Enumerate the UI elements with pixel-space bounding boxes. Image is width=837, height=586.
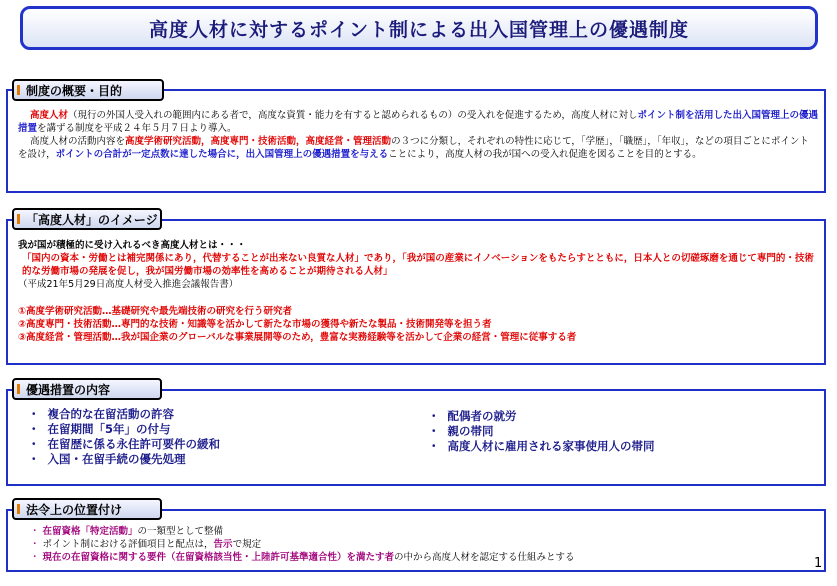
legal-1-run: 在留資格「特定活動」 — [42, 526, 138, 537]
overview-paragraph-2 — [18, 135, 818, 161]
measure-left-2: ・ 在留期間「5年」の付与 — [28, 422, 220, 437]
overview-p2-run: 高度経営・管理活動 — [305, 136, 392, 147]
overview-p2-run: 出入国管理上の優遇措置を与える — [245, 149, 389, 160]
section-heading-measures: 優遇措置の内容 — [12, 378, 162, 400]
overview-p2-run: ことにより，高度人材の我が国への受入れ促進を図ることを目的とする。 — [388, 149, 702, 160]
section-measures — [6, 389, 826, 486]
section-heading-overview: 制度の概要・目的 — [12, 79, 164, 101]
legal-1-run: の一類型として整備 — [137, 526, 224, 537]
legal-line-2 — [30, 538, 575, 551]
measure-right-1: ・ 配偶者の就労 — [428, 409, 655, 424]
legal-line-3 — [30, 551, 575, 564]
section-overview — [6, 89, 826, 193]
image-item-2: ②高度専門・技術活動…専門的な技術・知識等を活かして新たな市場の獲得や新たな製品・技術開発等を担う者 — [18, 319, 492, 330]
section-heading-legal: 法令上の位置付け — [12, 498, 162, 520]
overview-p1-run: （現行の外国人受入れの範囲内にある者で，高度な資質・能力を有すると認められるもの）の受入れを促進するため，高度人材に対し — [68, 110, 638, 121]
overview-p2-run: 高度専門・技術活動， — [210, 136, 306, 147]
overview-p2-run: の３つに分類し，それぞれの特性に応じて，「学歴」，「職歴」，「年収」，などの項目ごとにポイントを設け， — [18, 136, 809, 160]
image-lead: 我が国が積極的に受け入れるべき高度人材とは・・・ — [18, 240, 247, 251]
overview-paragraph-1 — [18, 109, 818, 135]
section-image — [6, 219, 826, 365]
legal-3-run: の中から高度人材を認定する仕組みとする — [394, 552, 575, 563]
image-item-3: ③高度経営・管理活動…我が国企業のグローバルな事業展開等のため，豊富な実務経験等を活かして企業の経営・管理に従事する者 — [18, 332, 577, 343]
image-quote: 「国内の資本・労働とは補完関係にあり，代替することが出来ない良質な人材」であり，「我が国の産業にイノベーションをもたらすとともに，日本人との切磋琢磨を通じて専門的・技術的な労働市場の発展を促し，我が国労働市場の効率性を高めることが期待される人材」 — [22, 253, 814, 277]
title-banner — [20, 6, 818, 50]
legal-2-run: 告示 — [213, 539, 233, 550]
legal-2-run: ポイント制における評価項目と配点は， — [42, 539, 214, 550]
overview-p2-run: 高度人材の活動内容を — [30, 136, 126, 147]
page-title: 高度人材に対するポイント制による出入国管理上の優遇制度 — [148, 18, 689, 41]
image-source: （平成21年5月29日高度人材受入推進会議報告書） — [18, 279, 239, 290]
section-heading-image: 「高度人材」のイメージ — [12, 208, 162, 230]
image-item-1: ①高度学術研究活動…基礎研究や最先端技術の研究を行う研究者 — [18, 306, 293, 317]
legal-2-run: で規定 — [232, 539, 262, 550]
overview-p1-run: ポイント制を活用した出入国管理上の優遇措置 — [18, 110, 818, 134]
measure-right-2: ・ 親の帯同 — [428, 424, 655, 439]
page-number: 1 — [814, 556, 823, 571]
measure-left-1: ・ 複合的な在留活動の許容 — [28, 407, 220, 422]
overview-p2-run: 高度学術研究活動， — [125, 136, 211, 147]
measure-right-3: ・ 高度人材に雇用される家事使用人の帯同 — [428, 439, 655, 454]
measure-left-4: ・ 入国・在留手続の優先処理 — [28, 452, 220, 467]
measure-left-3: ・ 在留歴に係る永住許可要件の緩和 — [28, 437, 220, 452]
overview-p1-run: 高度人材 — [30, 110, 69, 121]
legal-3-run: 現在の在留資格に関する要件（在留資格該当性・上陸許可基準適合性）を満たす者 — [42, 552, 395, 563]
legal-line-1 — [30, 525, 575, 538]
overview-p2-run: ポイントの合計が一定点数に達した場合に， — [55, 149, 246, 160]
overview-p1-run: を講ずる制度を平成２４年５月７日より導入。 — [37, 123, 237, 134]
